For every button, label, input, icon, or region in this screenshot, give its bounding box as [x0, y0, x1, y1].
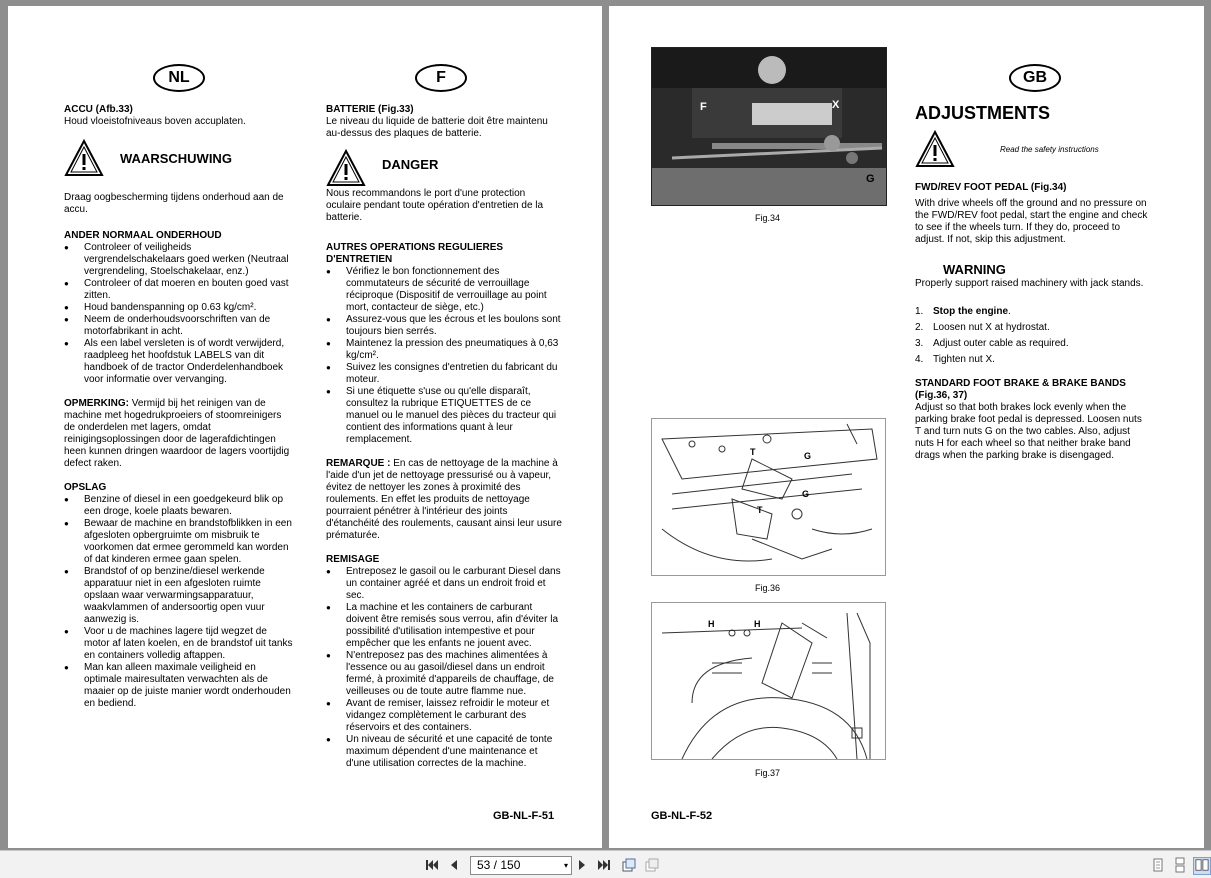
nl-accu-title: ACCU (Afb.33)	[64, 104, 133, 115]
go-forward-icon[interactable]	[643, 857, 659, 873]
list-item	[915, 338, 1149, 350]
facing-pages-view-icon[interactable]	[1193, 857, 1211, 875]
step-number: 2.	[915, 322, 924, 333]
list-item	[915, 322, 1149, 334]
list-item: ● Si une étiquette s'use ou qu'elle disparaît, consultez la rubrique ETIQUETTES de ce manuel ou le manuel des pièces du tracteur qui contient des informations quant à leur remplacement.	[326, 386, 562, 446]
single-page-view-icon[interactable]	[1150, 857, 1166, 873]
fr-storage-title: REMISAGE	[326, 554, 380, 565]
list-item: ● Assurez-vous que les écrous et les boulons sont toujours bien serrés.	[326, 314, 562, 338]
fig34-label-f: F	[700, 101, 707, 113]
gb-brake-text: Adjust so that both brakes lock evenly when the parking brake foot pedal is depressed. Loosen nuts T and turn nuts G on the two cables. Also, adjust nuts H for each wheel so that neither brake band drags when the parking brake is disengaged.	[915, 402, 1142, 461]
fr-maintenance-title: AUTRES OPERATIONS REGULIERES D'ENTRETIEN	[326, 242, 504, 265]
step-text: Tighten nut X.	[933, 354, 995, 365]
nl-warning-title: WAARSCHUWING	[120, 150, 232, 166]
fig36-label-g1: G	[804, 451, 812, 461]
fig34-label-x: X	[832, 99, 840, 111]
gb-pedal-text: With drive wheels off the ground and no pressure on the FWD/REV foot pedal, start the engine and check to see if the wheels turn. If they do, proceed to adjust. If not, skip this adjustment.	[915, 198, 1148, 245]
nl-storage-list	[64, 494, 294, 710]
gb-brake-title: STANDARD FOOT BRAKE & BRAKE BANDS (Fig.36, 37)	[915, 378, 1126, 401]
fig34-caption: Fig.34	[755, 213, 781, 223]
left-page	[8, 6, 602, 848]
gb-warning-text: Properly support raised machinery with jack stands.	[915, 278, 1144, 289]
fr-note-label: REMARQUE :	[326, 458, 391, 469]
step-number: 4.	[915, 354, 924, 365]
list-item: ● La machine et les containers de carburant doivent être remisés sous verrou, afin d'éviter la possibilité d'utilisation intempestive et pour empêcher que les enfants ne jouent avec.	[326, 602, 562, 650]
next-page-icon[interactable]	[574, 857, 590, 873]
gb-heading: ADJUSTMENTS	[915, 103, 1051, 123]
gb-safety-row	[915, 128, 1149, 170]
fr-note	[326, 458, 562, 542]
warning-triangle-icon	[326, 149, 366, 187]
step-tail: .	[1008, 306, 1011, 317]
page-number-input[interactable]	[470, 856, 572, 875]
nl-accu-text: Houd vloeistofniveaus boven accuplaten.	[64, 116, 246, 127]
nl-maintenance-title: ANDER NORMAAL ONDERHOUD	[64, 230, 222, 241]
first-page-icon[interactable]	[424, 857, 440, 873]
fr-column	[326, 104, 562, 770]
nl-warning-text: Draag oogbescherming tijdens onderhoud aan de accu.	[64, 192, 284, 215]
list-item: ● Man kan alleen maximale veiligheid en optimale mairesultaten verwachten als de maaier op de juiste manier wordt onderhouden en bediend.	[64, 662, 294, 710]
go-back-icon[interactable]	[620, 857, 636, 873]
fig36-caption: Fig.36	[755, 583, 781, 593]
viewer-toolbar	[0, 850, 1211, 878]
fig36-drawing	[651, 418, 886, 576]
list-item: ● Avant de remiser, laissez refroidir le moteur et vidangez complètement le carburant des réservoirs et des containers.	[326, 698, 562, 734]
fr-danger-title: DANGER	[382, 156, 439, 172]
fig36-label-t2: T	[757, 505, 763, 515]
fig37-drawing	[651, 602, 886, 760]
nl-storage-title: OPSLAG	[64, 482, 107, 493]
right-page	[609, 6, 1204, 848]
fig34-photo	[651, 47, 887, 206]
list-item	[915, 354, 1149, 366]
nl-note-label: OPMERKING:	[64, 398, 129, 409]
fr-battery-text: Le niveau du liquide de batterie doit être maintenu au-dessus des plaques de batterie.	[326, 116, 548, 139]
list-item: ● Entreposez le gasoil ou le carburant Diesel dans un container agréé et dans un endroit froid et sec.	[326, 566, 562, 602]
nl-column	[64, 104, 294, 710]
continuous-view-icon[interactable]	[1172, 857, 1188, 873]
list-item: ● Controleer of dat moeren en bouten goed vast zitten.	[64, 278, 294, 302]
step-text: Stop the engine	[933, 306, 1008, 317]
nl-language-badge: NL	[153, 64, 205, 92]
step-number: 3.	[915, 338, 924, 349]
fig34-label-g: G	[866, 173, 875, 185]
fig36-label-t1: T	[750, 447, 756, 457]
list-item: ● Als een label versleten is of wordt verwijderd, raadpleeg het hoofdstuk LABELS van dit handboek of de tractor Onderdelenhandboek voor informatie over vervanging.	[64, 338, 294, 386]
fig37-caption: Fig.37	[755, 768, 781, 778]
fr-maintenance-list	[326, 266, 562, 446]
brake-band-illustration	[652, 603, 885, 759]
list-item: ● Houd bandenspanning op 0.63 kg/cm².	[64, 302, 294, 314]
warning-triangle-icon	[915, 130, 955, 168]
page-indicator: 53 / 150	[477, 858, 521, 872]
list-item: ● Controleer of veiligheids vergrendelschakelaars goed werken (Neutraal vergrendeling, Stoelschakelaar, enz.)	[64, 242, 294, 278]
list-item: ● Vérifiez le bon fonctionnement des commutateurs de sécurité de verrouillage réciproque (Dispositif de verrouillage au point mort, contacteur de siège, etc.)	[326, 266, 562, 314]
fr-danger-text: Nous recommandons le port d'une protection oculaire pendant toute opération d'entretien de la batterie.	[326, 188, 544, 223]
warning-triangle-icon	[64, 139, 104, 177]
list-item: ● Maintenez la pression des pneumatiques à 0,63 kg/cm².	[326, 338, 562, 362]
list-item: ● Suivez les consignes d'entretien du fabricant du moteur.	[326, 362, 562, 386]
list-item: ● Neem de onderhoudsvoorschriften van de motorfabrikant in acht.	[64, 314, 294, 338]
step-text: Loosen nut X at hydrostat.	[933, 322, 1050, 333]
gb-language-badge: GB	[1009, 64, 1061, 92]
fr-note-text: En cas de nettoyage de la machine à l'aide d'un jet de nettoyage pressurisé ou à vapeur, évitez de nettoyer les zones à proximité des roulements. En effet les produits de nettoyage pourraient pénétrer à l'intérieur des joints d'étanchéité des roulements, causant ainsi leur usure prématurée.	[326, 458, 562, 541]
engine-photo-illustration	[652, 48, 886, 205]
chevron-down-icon[interactable]: ▾	[563, 861, 568, 870]
list-item: ● Bewaar de machine en brandstofblikken in een afgesloten opbergruimte om misbruik te voorkomen dat ermee gerommeld kan worden of dat kinderen ermee gaan spelen.	[64, 518, 294, 566]
last-page-icon[interactable]	[596, 857, 612, 873]
gb-warning-title: WARNING	[943, 262, 1006, 277]
nl-note	[64, 398, 294, 470]
step-text: Adjust outer cable as required.	[933, 338, 1069, 349]
fr-storage-list	[326, 566, 562, 770]
fr-danger-row	[326, 148, 562, 188]
fig37-label-h1: H	[708, 619, 715, 629]
list-item: ● Brandstof of op benzine/diesel werkende apparatuur niet in een afgesloten ruimte opslaan waar verwarmingsapparatuur, waakvlammen of andersoortig open vuur aanwezig is.	[64, 566, 294, 626]
gb-column	[915, 102, 1149, 462]
fig36-label-g2: G	[802, 489, 810, 499]
fr-language-badge: F	[415, 64, 467, 92]
page-number-left: GB-NL-F-51	[493, 810, 555, 822]
previous-page-icon[interactable]	[446, 857, 462, 873]
page-number-right: GB-NL-F-52	[651, 810, 713, 822]
list-item: ● N'entreposez pas des machines alimentées à l'essence ou au gasoil/diesel dans un endroit fermé, à proximité d'appareils de chauffage, de veilleuses ou de toute autre flamme nue.	[326, 650, 562, 698]
gb-steps-list	[915, 306, 1149, 366]
fr-battery-title: BATTERIE (Fig.33)	[326, 104, 414, 115]
nl-maintenance-list	[64, 242, 294, 386]
step-number: 1.	[915, 306, 924, 317]
list-item: ● Un niveau de sécurité et une capacité de tonte maximum dépendent d'une maintenance et d'une utilisation correctes de la machine.	[326, 734, 562, 770]
list-item: ● Voor u de machines lagere tijd wegzet de motor af laten koelen, en de brandstof uit tanks en containers volledig aftappen.	[64, 626, 294, 662]
nl-note-text: Vermijd bij het reinigen van de machine met hogedrukproeiers of stoomreinigers de onderdelen met lagers, omdat reinigingsoplossingen door de lagerafdichtingen heen kunnen dringen waardoor de lagers voortijdig defect raken.	[64, 398, 290, 469]
nl-warning-row	[64, 136, 294, 180]
gb-safety-note: Read the safety instructions	[1000, 144, 1099, 154]
list-item: ● Benzine of diesel in een goedgekeurd blik op een droge, koele plaats bewaren.	[64, 494, 294, 518]
brake-cable-illustration	[652, 419, 885, 575]
list-item	[915, 306, 1149, 318]
fig37-label-h2: H	[754, 619, 761, 629]
gb-pedal-title: FWD/REV FOOT PEDAL (Fig.34)	[915, 182, 1067, 193]
